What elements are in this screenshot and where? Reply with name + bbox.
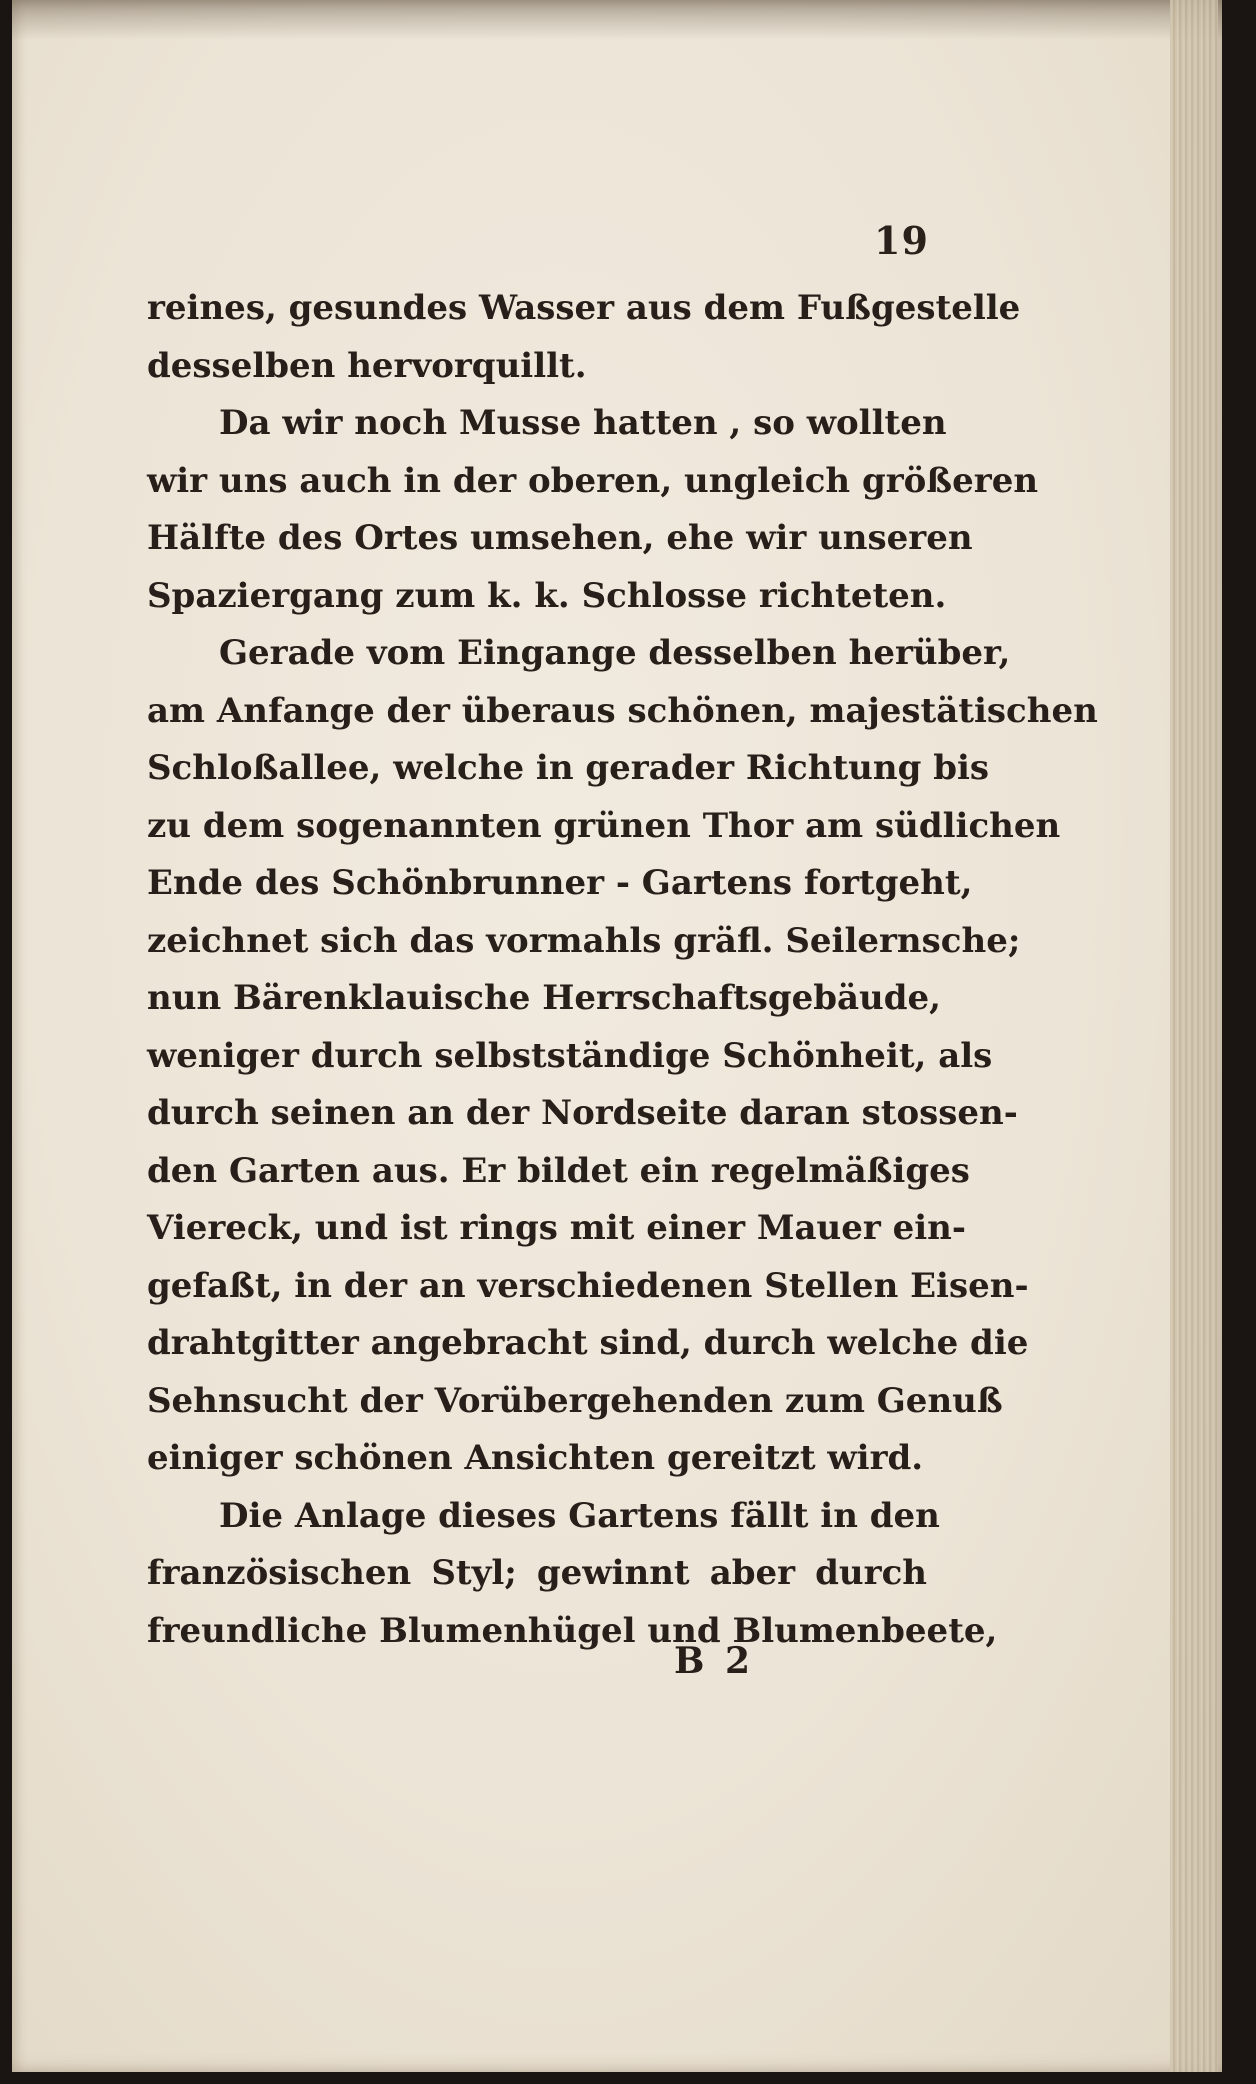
text-line: Sehnsucht der Vorübergehenden zum Genuß — [147, 1380, 1003, 1421]
page-edges — [1170, 0, 1218, 2072]
text-line: Spaziergang zum k. k. Schlosse richteten. — [147, 575, 947, 616]
text-line: einiger schönen Ansichten gereitzt wird. — [147, 1438, 924, 1478]
text-line: Die Anlage dieses Gartens fällt in den — [219, 1495, 940, 1536]
text-line: wir uns auch in der oberen, ungleich größeren — [147, 460, 1039, 501]
text-line: desselben hervorquillt. — [147, 345, 587, 386]
text-line: Schloßallee, welche in gerader Richtung bis — [147, 748, 990, 788]
text-line: reines, gesundes Wasser aus dem Fußgestelle — [147, 288, 1021, 328]
text-line: den Garten aus. Er bildet ein regelmäßiges — [147, 1150, 970, 1191]
text-line: Gerade vom Eingange desselben herüber, — [219, 633, 1011, 673]
text-line: nun Bärenklauische Herrschaftsgebäude, — [147, 978, 942, 1018]
text-line: gefaßt, in der an verschiedenen Stellen Eisen- — [147, 1265, 1029, 1306]
page-number: 19 — [874, 218, 929, 263]
text-line: Da wir noch Musse hatten , so wollten — [219, 403, 947, 443]
text-line: durch seinen an der Nordseite daran stossen- — [147, 1093, 1018, 1133]
top-shadow — [12, 0, 1222, 40]
text-line: weniger durch selbstständige Schönheit, als — [147, 1035, 993, 1076]
body-text — [147, 280, 1098, 1660]
text-line: am Anfange der überaus schönen, majestätischen — [147, 690, 1098, 731]
text-line: französischen Styl; gewinnt aber durch — [147, 1553, 927, 1593]
text-line: Hälfte des Ortes umsehen, ehe wir unseren — [147, 518, 973, 558]
signature-mark: B 2 — [674, 1640, 755, 1682]
text-line: zu dem sogenannten grünen Thor am südlichen — [147, 805, 1061, 846]
paper-page — [12, 0, 1222, 2072]
text-line: Viereck, und ist rings mit einer Mauer ein- — [147, 1208, 966, 1248]
text-line: Ende des Schönbrunner - Gartens fortgeht, — [147, 863, 973, 903]
text-line: drahtgitter angebracht sind, durch welche die — [147, 1323, 1029, 1363]
text-line: zeichnet sich das vormahls gräfl. Seilernsche; — [147, 920, 1021, 961]
text-line: freundliche Blumenhügel und Blumenbeete, — [147, 1610, 998, 1651]
